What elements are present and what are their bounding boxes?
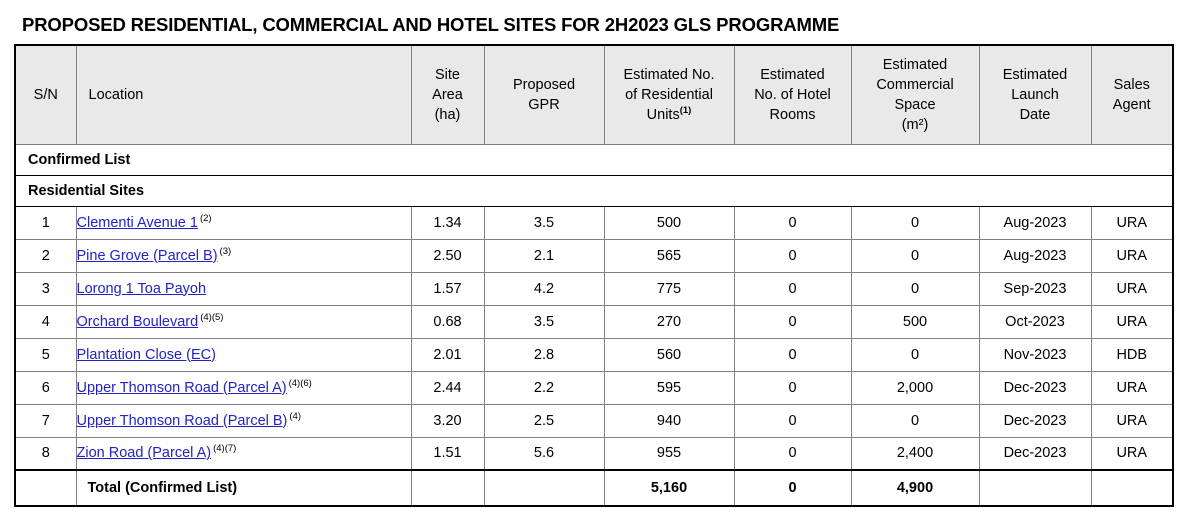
footnote-marker: (3) xyxy=(219,245,232,257)
column-header-launch-date xyxy=(979,45,1091,144)
footnote-marker: (4)(6) xyxy=(288,377,312,389)
total-cell-hotel-rooms: 0 xyxy=(734,470,851,506)
launch-date-line-1: Estimated xyxy=(1002,66,1068,83)
cell-proposed-gpr: 3.5 xyxy=(484,305,604,338)
cell-launch-date: Nov-2023 xyxy=(979,338,1091,371)
cell-site-area: 3.20 xyxy=(411,404,484,437)
gls-sites-table xyxy=(14,44,1174,507)
residential-units-line-1: Estimated No. xyxy=(623,66,715,83)
site-location-link[interactable]: Upper Thomson Road (Parcel A) xyxy=(76,379,287,396)
cell-proposed-gpr: 5.6 xyxy=(484,437,604,470)
cell-launch-date: Dec-2023 xyxy=(979,437,1091,470)
gls-sites-table-container xyxy=(14,44,1172,507)
cell-residential-units: 560 xyxy=(604,338,734,371)
table-row xyxy=(15,338,1173,371)
cell-commercial-space: 0 xyxy=(851,239,979,272)
cell-sn: 4 xyxy=(15,305,76,338)
cell-hotel-rooms: 0 xyxy=(734,305,851,338)
table-row xyxy=(15,305,1173,338)
cell-proposed-gpr: 2.1 xyxy=(484,239,604,272)
table-row xyxy=(15,371,1173,404)
table-row xyxy=(15,437,1173,470)
cell-proposed-gpr: 2.8 xyxy=(484,338,604,371)
table-row xyxy=(15,206,1173,239)
cell-sales-agent: URA xyxy=(1091,239,1173,272)
total-label: Total (Confirmed List) xyxy=(76,470,411,506)
column-header-residential-units xyxy=(604,45,734,144)
total-cell-residential-units: 5,160 xyxy=(604,470,734,506)
table-row xyxy=(15,272,1173,305)
cell-proposed-gpr: 4.2 xyxy=(484,272,604,305)
cell-hotel-rooms: 0 xyxy=(734,371,851,404)
hotel-rooms-line-1: Estimated xyxy=(760,66,825,83)
cell-sales-agent: URA xyxy=(1091,437,1173,470)
column-header-hotel-rooms xyxy=(734,45,851,144)
site-area-line-3: (ha) xyxy=(434,106,461,123)
site-location-link[interactable]: Orchard Boulevard xyxy=(76,313,199,330)
cell-proposed-gpr: 3.5 xyxy=(484,206,604,239)
cell-location xyxy=(76,404,411,437)
cell-location xyxy=(76,272,411,305)
gpr-line-2: GPR xyxy=(528,96,560,113)
cell-residential-units: 500 xyxy=(604,206,734,239)
cell-sn: 6 xyxy=(15,371,76,404)
site-area-line-1: Site xyxy=(435,66,460,83)
column-header-location: Location xyxy=(76,45,411,144)
cell-proposed-gpr: 2.2 xyxy=(484,371,604,404)
footnote-marker: (4)(5) xyxy=(200,311,224,323)
cell-location xyxy=(76,437,411,470)
total-cell-launch-date xyxy=(979,470,1091,506)
cell-launch-date: Dec-2023 xyxy=(979,371,1091,404)
cell-commercial-space: 0 xyxy=(851,404,979,437)
cell-location xyxy=(76,239,411,272)
footnote-marker: (4) xyxy=(289,410,302,422)
site-location-link[interactable]: Plantation Close (EC) xyxy=(76,346,216,363)
section-row-residential-sites xyxy=(15,175,1173,206)
cell-sales-agent: URA xyxy=(1091,404,1173,437)
cell-residential-units: 940 xyxy=(604,404,734,437)
total-cell-sales-agent xyxy=(1091,470,1173,506)
cell-residential-units: 775 xyxy=(604,272,734,305)
column-header-proposed-gpr xyxy=(484,45,604,144)
section-row-confirmed-list xyxy=(15,144,1173,175)
sales-agent-line-1: Sales xyxy=(1113,76,1150,93)
page-title: PROPOSED RESIDENTIAL, COMMERCIAL AND HOTEL SITES FOR 2H2023 GLS PROGRAMME xyxy=(22,14,840,35)
commercial-space-line-4: (m²) xyxy=(901,116,929,133)
column-header-sales-agent xyxy=(1091,45,1173,144)
cell-launch-date: Aug-2023 xyxy=(979,206,1091,239)
cell-site-area: 2.50 xyxy=(411,239,484,272)
cell-location xyxy=(76,206,411,239)
site-location-link[interactable]: Zion Road (Parcel A) xyxy=(76,445,212,462)
cell-hotel-rooms: 0 xyxy=(734,206,851,239)
cell-launch-date: Dec-2023 xyxy=(979,404,1091,437)
cell-commercial-space: 2,000 xyxy=(851,371,979,404)
footnote-marker: (4)(7) xyxy=(213,443,237,455)
site-location-link[interactable]: Clementi Avenue 1 xyxy=(76,214,198,231)
cell-sales-agent: URA xyxy=(1091,371,1173,404)
table-total-row xyxy=(15,470,1173,506)
site-area-line-2: Area xyxy=(432,86,463,103)
cell-commercial-space: 500 xyxy=(851,305,979,338)
cell-site-area: 1.34 xyxy=(411,206,484,239)
cell-location xyxy=(76,338,411,371)
footnote-marker: (1) xyxy=(679,104,692,116)
header-row xyxy=(15,45,1173,144)
cell-hotel-rooms: 0 xyxy=(734,338,851,371)
cell-site-area: 0.68 xyxy=(411,305,484,338)
launch-date-line-3: Date xyxy=(1019,106,1051,123)
table-row xyxy=(15,404,1173,437)
cell-residential-units: 955 xyxy=(604,437,734,470)
cell-launch-date: Oct-2023 xyxy=(979,305,1091,338)
hotel-rooms-line-3: Rooms xyxy=(769,106,816,123)
column-header-site-area xyxy=(411,45,484,144)
cell-residential-units: 270 xyxy=(604,305,734,338)
table-body xyxy=(15,144,1173,506)
cell-commercial-space: 0 xyxy=(851,272,979,305)
cell-sn: 1 xyxy=(15,206,76,239)
cell-hotel-rooms: 0 xyxy=(734,437,851,470)
cell-commercial-space: 0 xyxy=(851,338,979,371)
cell-sn: 8 xyxy=(15,437,76,470)
cell-hotel-rooms: 0 xyxy=(734,272,851,305)
cell-residential-units: 565 xyxy=(604,239,734,272)
cell-commercial-space: 2,400 xyxy=(851,437,979,470)
section-label-residential-sites: Residential Sites xyxy=(15,175,1173,206)
cell-sales-agent: HDB xyxy=(1091,338,1173,371)
commercial-space-line-2: Commercial xyxy=(876,76,954,93)
hotel-rooms-line-2: No. of Hotel xyxy=(754,86,831,103)
cell-commercial-space: 0 xyxy=(851,206,979,239)
cell-site-area: 2.44 xyxy=(411,371,484,404)
cell-site-area: 1.57 xyxy=(411,272,484,305)
total-cell-sn xyxy=(15,470,76,506)
cell-location xyxy=(76,371,411,404)
sales-agent-line-2: Agent xyxy=(1112,96,1151,113)
cell-site-area: 2.01 xyxy=(411,338,484,371)
cell-sn: 2 xyxy=(15,239,76,272)
table-row xyxy=(15,239,1173,272)
cell-launch-date: Sep-2023 xyxy=(979,272,1091,305)
site-location-link[interactable]: Lorong 1 Toa Payoh xyxy=(76,280,207,297)
cell-proposed-gpr: 2.5 xyxy=(484,404,604,437)
cell-hotel-rooms: 0 xyxy=(734,404,851,437)
site-location-link[interactable]: Pine Grove (Parcel B) xyxy=(76,247,218,264)
commercial-space-line-3: Space xyxy=(894,96,936,113)
total-cell-site-area xyxy=(411,470,484,506)
cell-site-area: 1.51 xyxy=(411,437,484,470)
column-header-sn: S/N xyxy=(15,45,76,144)
gpr-line-1: Proposed xyxy=(512,76,576,93)
total-cell-proposed-gpr xyxy=(484,470,604,506)
section-label-confirmed-list: Confirmed List xyxy=(15,144,1173,175)
launch-date-line-2: Launch xyxy=(1011,86,1059,103)
cell-location xyxy=(76,305,411,338)
table-header xyxy=(15,45,1173,144)
commercial-space-line-1: Estimated xyxy=(882,56,948,73)
column-header-commercial-space xyxy=(851,45,979,144)
cell-sn: 3 xyxy=(15,272,76,305)
residential-units-line-2: of Residential xyxy=(625,86,713,103)
cell-sn: 7 xyxy=(15,404,76,437)
site-location-link[interactable]: Upper Thomson Road (Parcel B) xyxy=(76,412,288,429)
total-cell-commercial-space: 4,900 xyxy=(851,470,979,506)
cell-launch-date: Aug-2023 xyxy=(979,239,1091,272)
residential-units-line-3: Units xyxy=(646,106,680,123)
cell-sales-agent: URA xyxy=(1091,206,1173,239)
cell-sales-agent: URA xyxy=(1091,305,1173,338)
cell-sn: 5 xyxy=(15,338,76,371)
cell-hotel-rooms: 0 xyxy=(734,239,851,272)
footnote-marker: (2) xyxy=(199,212,212,224)
cell-sales-agent: URA xyxy=(1091,272,1173,305)
cell-residential-units: 595 xyxy=(604,371,734,404)
